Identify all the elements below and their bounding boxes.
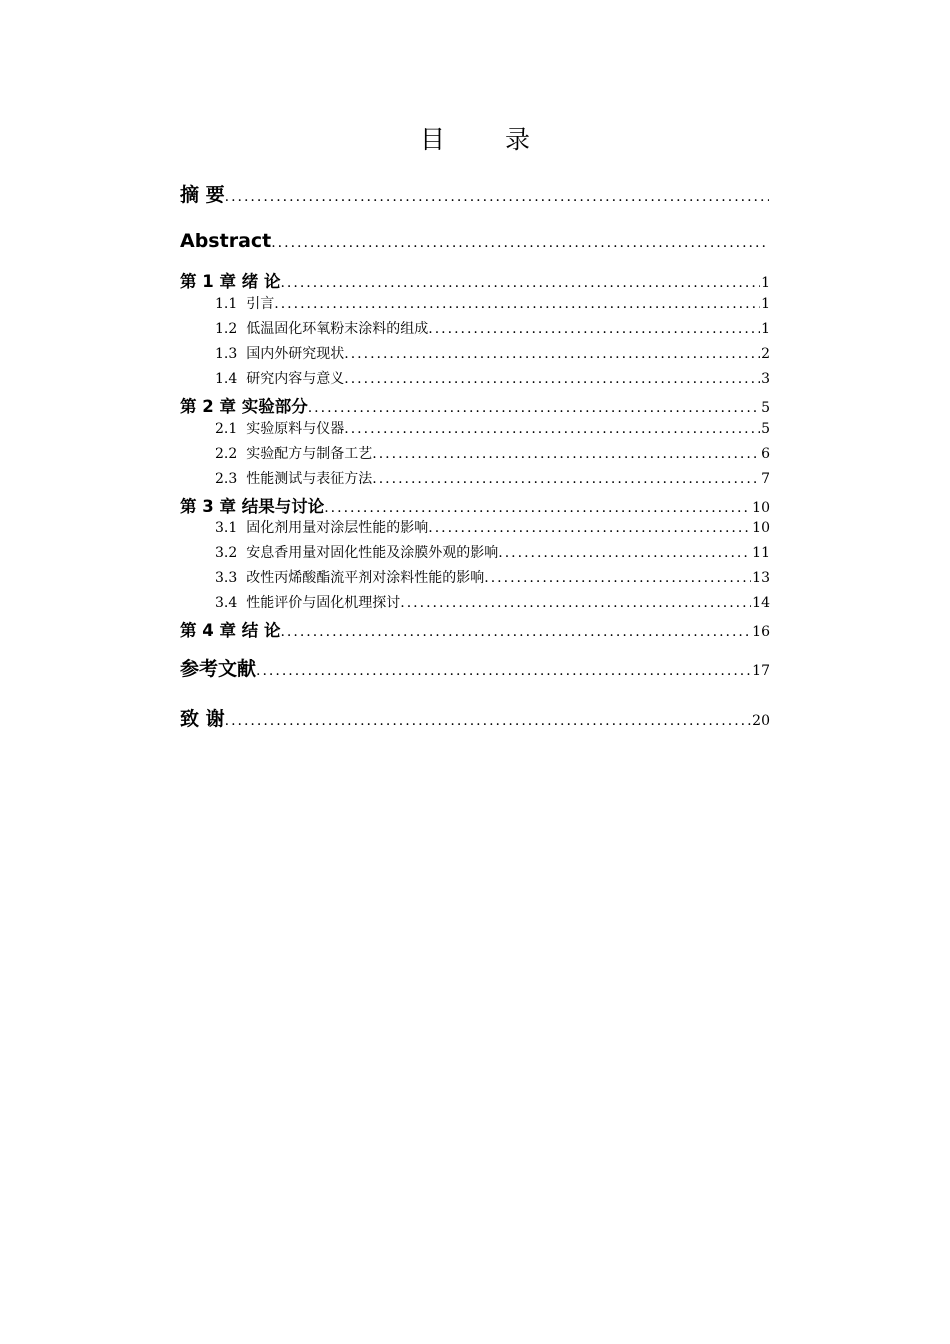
toc-entry[interactable] bbox=[180, 393, 770, 417]
toc-leader-dots bbox=[344, 346, 760, 362]
toc-entry[interactable] bbox=[215, 343, 770, 363]
toc-page-number: 5 bbox=[761, 421, 770, 437]
toc-entry-number: 1.2 bbox=[215, 321, 238, 337]
toc-entry[interactable] bbox=[180, 493, 770, 517]
toc-leader-dots bbox=[344, 371, 760, 387]
toc-entry-number: 2.2 bbox=[215, 446, 238, 462]
toc-leader-dots bbox=[324, 500, 751, 516]
toc-leader-dots bbox=[428, 321, 760, 337]
toc-page-number: 13 bbox=[752, 570, 770, 586]
toc-entry-label bbox=[215, 542, 498, 562]
toc-entry-text: 改性丙烯酸酯流平剂对涂料性能的影响 bbox=[246, 570, 485, 586]
toc-entry[interactable] bbox=[215, 542, 770, 562]
toc-leader-dots bbox=[372, 446, 760, 462]
page-title: 目 录 bbox=[420, 125, 556, 154]
toc-entry[interactable] bbox=[180, 180, 770, 207]
toc-entry[interactable] bbox=[215, 443, 770, 463]
toc-entry[interactable] bbox=[215, 567, 770, 587]
toc-entry-number: 2.1 bbox=[215, 421, 238, 437]
toc-page-number: 17 bbox=[752, 663, 770, 679]
toc-entry-number: 3.2 bbox=[215, 545, 238, 561]
toc-entry-number: 1.3 bbox=[215, 346, 238, 362]
toc-entry-label bbox=[180, 617, 280, 641]
toc-leader-dots bbox=[400, 595, 751, 611]
toc-entry-text: 第 3 章 结果与讨论 bbox=[180, 497, 325, 516]
toc-entry-label bbox=[215, 592, 400, 612]
toc-entry-text: 第 2 章 实验部分 bbox=[180, 397, 308, 416]
toc-entry-label bbox=[215, 468, 372, 488]
toc-page-number: 1 bbox=[761, 321, 770, 337]
toc-page-number: 1 bbox=[761, 275, 770, 291]
toc-entry[interactable] bbox=[180, 230, 770, 252]
toc-entry-number: 3.1 bbox=[215, 520, 238, 536]
toc-entry-label bbox=[180, 268, 280, 292]
toc-page-number: 7 bbox=[761, 471, 770, 487]
toc-entry-label bbox=[215, 368, 344, 388]
toc-leader-dots bbox=[274, 296, 760, 312]
toc-entry[interactable] bbox=[215, 592, 770, 612]
toc-leader-dots bbox=[225, 189, 769, 205]
toc-page-number: 14 bbox=[752, 595, 770, 611]
toc-entry-label bbox=[180, 230, 271, 252]
toc-entry[interactable] bbox=[180, 617, 770, 641]
toc-leader-dots bbox=[498, 545, 751, 561]
toc-entry-text: 致 谢 bbox=[180, 708, 225, 730]
toc-entry-text: 安息香用量对固化性能及涂膜外观的影响 bbox=[246, 545, 499, 561]
toc-entry-text: 引言 bbox=[246, 296, 275, 312]
toc-page-number: 5 bbox=[761, 400, 770, 416]
toc-entry[interactable] bbox=[215, 318, 770, 338]
toc-entry-label bbox=[215, 343, 344, 363]
toc-entry[interactable] bbox=[215, 368, 770, 388]
toc-page-number: 6 bbox=[761, 446, 770, 462]
toc-leader-dots bbox=[344, 421, 760, 437]
toc-entry-number: 3.3 bbox=[215, 570, 238, 586]
toc-entry-text: 性能评价与固化机理探讨 bbox=[246, 595, 401, 611]
toc-entry-text: 实验原料与仪器 bbox=[246, 421, 345, 437]
toc-entry-label bbox=[215, 443, 372, 463]
toc-entry-label bbox=[215, 418, 344, 438]
toc-entry-label bbox=[215, 318, 428, 338]
toc-page-number: 1 bbox=[761, 296, 770, 312]
toc-entry-text: 实验配方与制备工艺 bbox=[246, 446, 373, 462]
toc-page-number: 16 bbox=[752, 624, 770, 640]
toc-page-number: 20 bbox=[752, 713, 770, 729]
toc-leader-dots bbox=[225, 713, 752, 729]
toc-entry-number: 3.4 bbox=[215, 595, 238, 611]
toc-entry-label bbox=[180, 704, 225, 731]
toc-entry-text: 摘 要 bbox=[180, 184, 225, 206]
toc-leader-dots bbox=[271, 235, 769, 251]
toc-leader-dots bbox=[280, 275, 760, 291]
toc-leader-dots bbox=[372, 471, 760, 487]
toc-entry-number: 1.1 bbox=[215, 296, 238, 312]
toc-entry-label bbox=[180, 180, 225, 207]
toc-entry-label bbox=[215, 293, 274, 313]
toc-entry-text: 国内外研究现状 bbox=[246, 346, 345, 362]
toc-leader-dots bbox=[428, 520, 751, 536]
toc-entry-text: 第 4 章 结 论 bbox=[180, 621, 281, 640]
toc-entry[interactable] bbox=[180, 268, 770, 292]
toc-entry-text: 参考文献 bbox=[180, 658, 257, 680]
toc-entry-text: Abstract bbox=[180, 230, 272, 252]
toc-entry[interactable] bbox=[215, 517, 770, 537]
toc-entry-label bbox=[215, 567, 484, 587]
toc-entry[interactable] bbox=[215, 468, 770, 488]
toc-leader-dots bbox=[280, 624, 751, 640]
toc-entry[interactable] bbox=[180, 654, 770, 681]
toc-page-number: 3 bbox=[761, 371, 770, 387]
toc-entry-text: 性能测试与表征方法 bbox=[246, 471, 373, 487]
toc-leader-dots bbox=[484, 570, 751, 586]
toc-leader-dots bbox=[308, 400, 760, 416]
toc-entry-text: 第 1 章 绪 论 bbox=[180, 272, 281, 291]
toc-leader-dots bbox=[256, 663, 751, 679]
toc-entry-label bbox=[180, 654, 256, 681]
toc-page-number: 2 bbox=[761, 346, 770, 362]
toc-page-number: 10 bbox=[752, 500, 770, 516]
toc-entry[interactable] bbox=[215, 293, 770, 313]
toc-entry[interactable] bbox=[215, 418, 770, 438]
toc-entry-text: 低温固化环氧粉末涂料的组成 bbox=[246, 321, 429, 337]
toc-page-number: 11 bbox=[752, 545, 770, 561]
toc-entry-number: 1.4 bbox=[215, 371, 238, 387]
toc-entry-text: 研究内容与意义 bbox=[246, 371, 345, 387]
toc-entry-label bbox=[180, 393, 308, 417]
toc-entry-label bbox=[215, 517, 428, 537]
toc-entry-number: 2.3 bbox=[215, 471, 238, 487]
toc-page-number: 10 bbox=[752, 520, 770, 536]
toc-entry[interactable] bbox=[180, 704, 770, 731]
toc-entry-label bbox=[180, 493, 324, 517]
toc-entry-text: 固化剂用量对涂层性能的影响 bbox=[246, 520, 429, 536]
